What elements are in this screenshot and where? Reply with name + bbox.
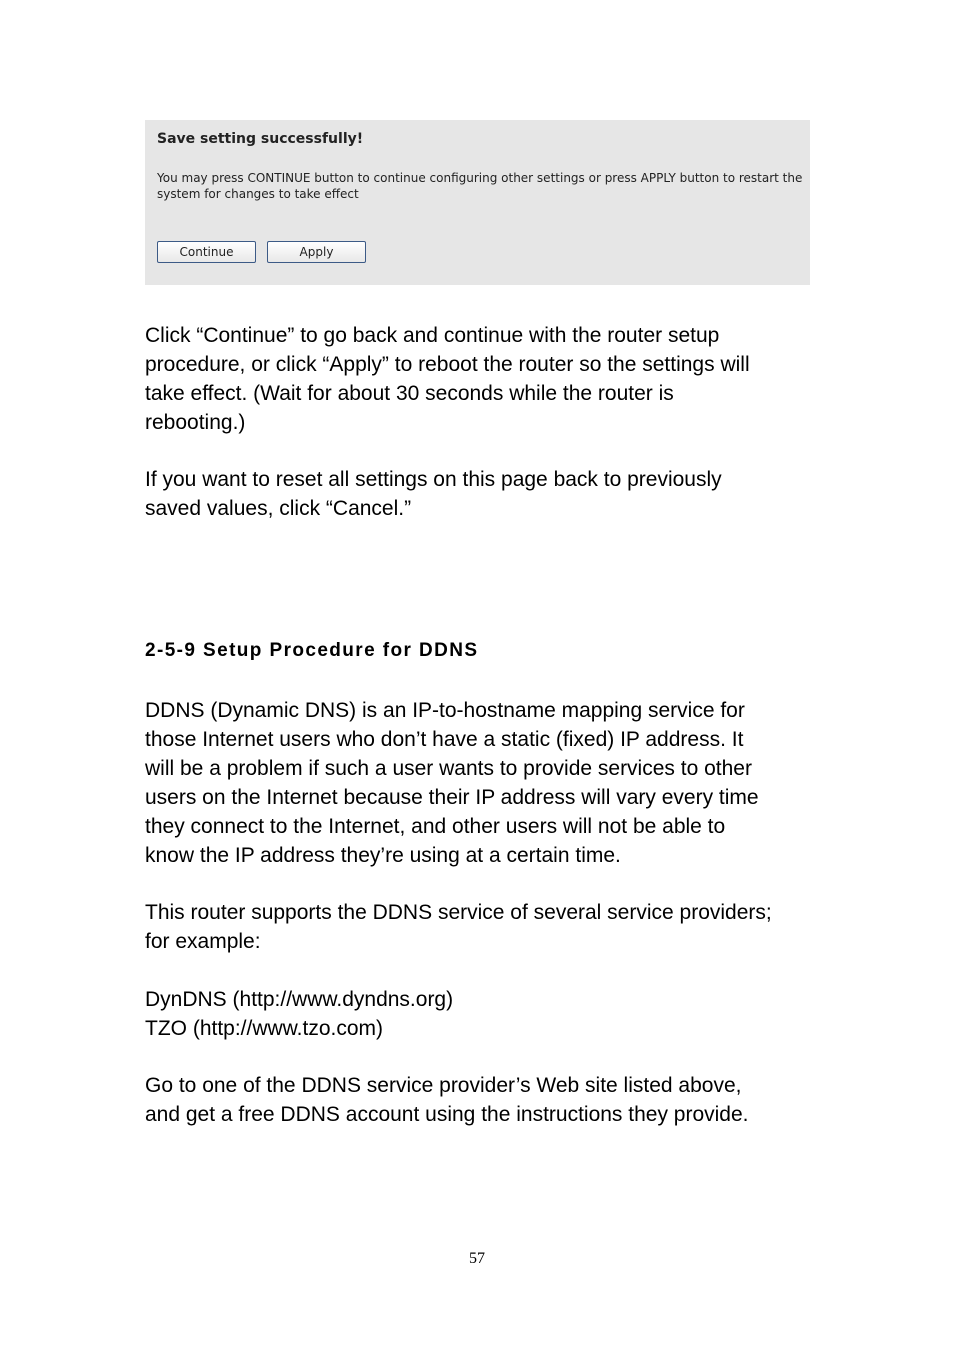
provider-list xyxy=(145,985,825,1043)
panel-message xyxy=(157,170,807,202)
text-line: DDNS (Dynamic DNS) is an IP-to-hostname mapping service for xyxy=(145,699,745,722)
panel-title: Save setting successfully! xyxy=(157,131,364,147)
paragraph-ddns-intro xyxy=(145,696,825,870)
paragraph-cancel xyxy=(145,465,825,523)
text-line: saved values, click “Cancel.” xyxy=(145,497,412,520)
apply-button[interactable]: Apply xyxy=(267,241,366,263)
text-line: know the IP address they’re using at a certain time. xyxy=(145,844,621,867)
text-line: those Internet users who don’t have a static (fixed) IP address. It xyxy=(145,728,744,751)
text-line: If you want to reset all settings on this page back to previously xyxy=(145,468,722,491)
paragraph-continue-apply xyxy=(145,321,825,437)
text-line: procedure, or click “Apply” to reboot the router so the settings will xyxy=(145,353,750,376)
text-line: rebooting.) xyxy=(145,411,246,434)
panel-message-line: You may press CONTINUE button to continue configuring other settings or press APPLY button to restart the xyxy=(157,171,803,185)
panel-message-line: system for changes to take effect xyxy=(157,187,359,201)
text-line: take effect. (Wait for about 30 seconds while the router is xyxy=(145,382,674,405)
text-line: for example: xyxy=(145,930,261,953)
text-line: and get a free DDNS account using the instructions they provide. xyxy=(145,1103,749,1126)
provider-item: TZO (http://www.tzo.com) xyxy=(145,1017,384,1040)
continue-button[interactable]: Continue xyxy=(157,241,256,263)
text-line: will be a problem if such a user wants to provide services to other xyxy=(145,757,752,780)
text-line: they connect to the Internet, and other users will not be able to xyxy=(145,815,726,838)
paragraph-get-account xyxy=(145,1071,825,1129)
provider-item: DynDNS (http://www.dyndns.org) xyxy=(145,988,454,1011)
text-line: This router supports the DDNS service of several service providers; xyxy=(145,901,772,924)
section-heading: 2-5-9 Setup Procedure for DDNS xyxy=(145,640,479,661)
save-success-panel xyxy=(145,120,810,285)
page-number: 57 xyxy=(469,1250,485,1267)
text-line: Click “Continue” to go back and continue with the router setup xyxy=(145,324,720,347)
paragraph-providers-intro xyxy=(145,898,825,956)
text-line: Go to one of the DDNS service provider’s Web site listed above, xyxy=(145,1074,742,1097)
text-line: users on the Internet because their IP address will vary every time xyxy=(145,786,759,809)
